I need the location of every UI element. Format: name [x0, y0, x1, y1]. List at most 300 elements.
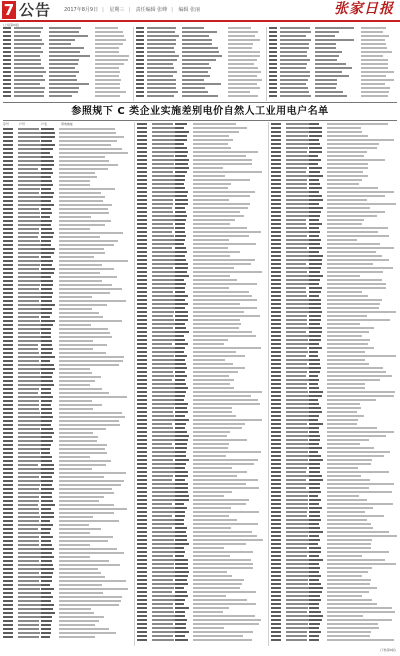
- header-address: 用电地址: [61, 122, 74, 126]
- table-row: [136, 91, 264, 94]
- table-row: [137, 539, 265, 542]
- table-header: [3, 122, 131, 127]
- table-row: [137, 579, 265, 582]
- table-row: [136, 43, 264, 46]
- table-row: [271, 279, 397, 282]
- table-row: [3, 460, 131, 463]
- table-row: [3, 588, 131, 591]
- table-row: [271, 347, 397, 350]
- table-row: [3, 192, 131, 195]
- table-row: [3, 320, 131, 323]
- table-row: [3, 140, 131, 143]
- table-row: [3, 596, 131, 599]
- table-row: [271, 435, 397, 438]
- table-row: [3, 300, 131, 303]
- table-row: [271, 187, 397, 190]
- table-row: [137, 223, 265, 226]
- table-row: [269, 87, 397, 90]
- table-row: [269, 39, 397, 42]
- issue-date: 2017年8月9日: [64, 7, 99, 13]
- table-row: [271, 215, 397, 218]
- table-row: [3, 388, 131, 391]
- list-headline: 参照规下 C 类企业实施差别电价自然人工业用电户名单: [71, 106, 329, 117]
- table-row: [3, 160, 131, 163]
- table-row: [3, 172, 131, 175]
- header-account: 户号: [19, 122, 26, 126]
- table-row: [271, 615, 397, 618]
- table-row: [271, 455, 397, 458]
- table-row: [271, 183, 397, 186]
- table-row: [137, 451, 265, 454]
- newspaper-logo: 张家日报: [334, 1, 394, 17]
- table-row: [3, 212, 131, 215]
- table-row: [3, 544, 131, 547]
- table-row: [137, 587, 265, 590]
- table-row: [137, 595, 265, 598]
- table-row: [137, 519, 265, 522]
- table-row: [137, 475, 265, 478]
- table-row: [3, 348, 131, 351]
- table-row: [3, 624, 131, 627]
- table-row: [137, 615, 265, 618]
- table-row: [271, 359, 397, 362]
- table-row: [137, 327, 265, 330]
- table-row: [3, 496, 131, 499]
- table-row: [136, 95, 264, 98]
- table-row: [137, 343, 265, 346]
- table-row: [136, 39, 264, 42]
- table-row: [271, 371, 397, 374]
- table-row: [3, 600, 131, 603]
- table-row: [3, 132, 131, 135]
- table-row: [137, 143, 265, 146]
- table-row: [3, 284, 131, 287]
- table-row: [137, 303, 265, 306]
- table-row: [3, 500, 131, 503]
- table-rows: [3, 128, 131, 640]
- table-row: [271, 131, 397, 134]
- table-row: [271, 423, 397, 426]
- table-row: [136, 55, 264, 58]
- table-row: [271, 223, 397, 226]
- table-row: [3, 156, 131, 159]
- table-row: [137, 395, 265, 398]
- table-row: [271, 475, 397, 478]
- table-row: [271, 551, 397, 554]
- table-row: [3, 236, 131, 239]
- table-row: [136, 27, 264, 30]
- table-row: [3, 372, 131, 375]
- table-row: [271, 139, 397, 142]
- table-row: [3, 184, 131, 187]
- table-row: [271, 419, 397, 422]
- table-row: [271, 171, 397, 174]
- table-row: [3, 47, 131, 50]
- table-row: [3, 75, 131, 78]
- table-row: [271, 439, 397, 442]
- table-row: [137, 447, 265, 450]
- table-row: [3, 456, 131, 459]
- table-row: [3, 428, 131, 431]
- table-row: [137, 219, 265, 222]
- table-row: [137, 607, 265, 610]
- table-row: [3, 516, 131, 519]
- table-row: [271, 483, 397, 486]
- table-row: [3, 412, 131, 415]
- table-row: [3, 204, 131, 207]
- table-row: [137, 175, 265, 178]
- table-row: [137, 523, 265, 526]
- table-row: [3, 616, 131, 619]
- table-row: [3, 268, 131, 271]
- table-row: [3, 632, 131, 635]
- table-row: [271, 459, 397, 462]
- table-row: [137, 383, 265, 386]
- table-row: [271, 507, 397, 510]
- table-row: [137, 623, 265, 626]
- table-column: [137, 122, 265, 646]
- table-row: [137, 319, 265, 322]
- table-row: [3, 356, 131, 359]
- table-row: [136, 63, 264, 66]
- table-row: [3, 35, 131, 38]
- table-row: [137, 295, 265, 298]
- table-row: [271, 603, 397, 606]
- table-row: [137, 515, 265, 518]
- table-row: [137, 291, 265, 294]
- table-row: [271, 195, 397, 198]
- table-row: [271, 583, 397, 586]
- table-row: [271, 495, 397, 498]
- table-row: [3, 504, 131, 507]
- table-row: [3, 628, 131, 631]
- table-row: [3, 436, 131, 439]
- table-row: [271, 591, 397, 594]
- table-row: [137, 323, 265, 326]
- designer-credit: 编辑 张丽: [178, 7, 201, 13]
- table-row: [271, 311, 397, 314]
- table-row: [271, 159, 397, 162]
- table-row: [271, 319, 397, 322]
- table-row: [3, 492, 131, 495]
- table-row: [137, 631, 265, 634]
- table-row: [137, 167, 265, 170]
- table-row: [271, 287, 397, 290]
- editor-credit: 责任编辑 张峰: [135, 7, 168, 13]
- continued-to-note: (下转第8版): [379, 648, 396, 652]
- table-row: [271, 547, 397, 550]
- table-row: [137, 427, 265, 430]
- table-row: [137, 147, 265, 150]
- table-row: [3, 71, 131, 74]
- table-row: [137, 367, 265, 370]
- table-row: [137, 611, 265, 614]
- table-row: [3, 364, 131, 367]
- table-row: [3, 636, 131, 639]
- table-row: [3, 560, 131, 563]
- table-row: [136, 87, 264, 90]
- table-row: [271, 375, 397, 378]
- table-row: [271, 231, 397, 234]
- table-row: [137, 263, 265, 266]
- table-row: [271, 351, 397, 354]
- continued-table-column: [136, 27, 264, 101]
- table-row: [3, 448, 131, 451]
- table-row: [137, 507, 265, 510]
- table-row: [271, 467, 397, 470]
- table-row: [271, 191, 397, 194]
- table-row: [271, 575, 397, 578]
- table-row: [137, 531, 265, 534]
- table-row: [3, 488, 131, 491]
- table-row: [269, 31, 397, 34]
- table-row: [271, 339, 397, 342]
- table-row: [137, 411, 265, 414]
- table-row: [137, 331, 265, 334]
- table-row: [271, 219, 397, 222]
- table-row: [3, 552, 131, 555]
- table-row: [3, 95, 131, 98]
- table-row: [271, 595, 397, 598]
- table-row: [137, 463, 265, 466]
- table-row: [269, 47, 397, 50]
- table-row: [271, 535, 397, 538]
- table-row: [136, 67, 264, 70]
- table-row: [136, 35, 264, 38]
- table-row: [137, 555, 265, 558]
- table-row: [3, 396, 131, 399]
- table-row: [3, 224, 131, 227]
- headline-divider: [3, 120, 397, 121]
- table-row: [137, 471, 265, 474]
- table-row: [271, 331, 397, 334]
- table-row: [137, 243, 265, 246]
- table-row: [3, 79, 131, 82]
- user-list-table: [3, 122, 397, 646]
- table-row: [271, 175, 397, 178]
- table-row: [271, 567, 397, 570]
- table-row: [137, 351, 265, 354]
- table-row: [137, 231, 265, 234]
- table-row: [3, 564, 131, 567]
- table-rows: [137, 123, 265, 643]
- table-row: [3, 352, 131, 355]
- table-row: [271, 627, 397, 630]
- table-row: [3, 472, 131, 475]
- table-row: [271, 411, 397, 414]
- table-row: [271, 471, 397, 474]
- table-row: [137, 487, 265, 490]
- table-row: [137, 335, 265, 338]
- table-row: [271, 343, 397, 346]
- table-row: [137, 183, 265, 186]
- table-row: [136, 47, 264, 50]
- table-row: [3, 91, 131, 94]
- table-row: [271, 491, 397, 494]
- table-row: [271, 431, 397, 434]
- table-row: [3, 556, 131, 559]
- table-row: [3, 484, 131, 487]
- table-row: [3, 520, 131, 523]
- table-row: [137, 403, 265, 406]
- table-row: [271, 599, 397, 602]
- table-row: [3, 228, 131, 231]
- table-row: [271, 163, 397, 166]
- table-row: [3, 444, 131, 447]
- table-row: [271, 563, 397, 566]
- table-row: [137, 499, 265, 502]
- table-row: [137, 431, 265, 434]
- table-row: [137, 191, 265, 194]
- table-row: [3, 392, 131, 395]
- table-row: [137, 619, 265, 622]
- table-row: [3, 568, 131, 571]
- table-row: [271, 211, 397, 214]
- table-row: [271, 367, 397, 370]
- table-row: [137, 131, 265, 134]
- table-row: [137, 179, 265, 182]
- table-row: [137, 415, 265, 418]
- table-row: [136, 59, 264, 62]
- table-row: [3, 220, 131, 223]
- table-row: [271, 427, 397, 430]
- continued-from-note: (上接第6版): [3, 23, 20, 27]
- table-row: [3, 39, 131, 42]
- table-row: [269, 51, 397, 54]
- table-row: [271, 227, 397, 230]
- table-row: [137, 127, 265, 130]
- table-row: [3, 612, 131, 615]
- table-row: [3, 328, 131, 331]
- table-row: [137, 379, 265, 382]
- table-row: [137, 559, 265, 562]
- table-row: [3, 532, 131, 535]
- table-row: [3, 420, 131, 423]
- table-row: [137, 359, 265, 362]
- table-row: [137, 203, 265, 206]
- table-row: [137, 135, 265, 138]
- table-row: [137, 299, 265, 302]
- table-row: [271, 587, 397, 590]
- table-row: [269, 27, 397, 30]
- table-row: [3, 292, 131, 295]
- table-row: [137, 439, 265, 442]
- table-row: [271, 387, 397, 390]
- table-row: [271, 555, 397, 558]
- header-name: 户名: [41, 122, 48, 126]
- table-row: [271, 291, 397, 294]
- table-row: [3, 508, 131, 511]
- table-row: [137, 187, 265, 190]
- table-row: [3, 404, 131, 407]
- table-row: [137, 255, 265, 258]
- table-row: [3, 308, 131, 311]
- table-row: [271, 543, 397, 546]
- table-row: [3, 528, 131, 531]
- table-row: [271, 167, 397, 170]
- table-row: [271, 299, 397, 302]
- table-row: [271, 539, 397, 542]
- table-row: [271, 127, 397, 130]
- table-row: [3, 536, 131, 539]
- table-row: [3, 440, 131, 443]
- table-row: [136, 79, 264, 82]
- table-row: [137, 399, 265, 402]
- table-row: [271, 623, 397, 626]
- table-row: [137, 123, 265, 126]
- table-row: [271, 259, 397, 262]
- table-row: [271, 135, 397, 138]
- table-row: [137, 495, 265, 498]
- table-row: [271, 391, 397, 394]
- table-row: [3, 476, 131, 479]
- table-row: [271, 443, 397, 446]
- table-row: [271, 307, 397, 310]
- table-row: [3, 360, 131, 363]
- table-row: [137, 375, 265, 378]
- table-row: [137, 627, 265, 630]
- table-row: [269, 59, 397, 62]
- table-row: [137, 155, 265, 158]
- table-row: [137, 543, 265, 546]
- table-row: [137, 315, 265, 318]
- table-row: [271, 243, 397, 246]
- table-row: [137, 407, 265, 410]
- table-row: [136, 83, 264, 86]
- continued-table-column: [269, 27, 397, 101]
- table-row: [271, 415, 397, 418]
- table-row: [3, 340, 131, 343]
- table-row: [3, 468, 131, 471]
- table-row: [137, 235, 265, 238]
- table-row: [3, 87, 131, 90]
- table-row: [269, 35, 397, 38]
- table-row: [269, 67, 397, 70]
- table-row: [137, 363, 265, 366]
- table-row: [271, 379, 397, 382]
- table-row: [137, 491, 265, 494]
- table-row: [3, 200, 131, 203]
- table-row: [3, 272, 131, 275]
- table-row: [271, 523, 397, 526]
- table-row: [3, 376, 131, 379]
- table-row: [137, 171, 265, 174]
- table-row: [3, 216, 131, 219]
- table-row: [3, 524, 131, 527]
- table-row: [137, 307, 265, 310]
- table-row: [271, 579, 397, 582]
- table-row: [3, 59, 131, 62]
- table-row: [137, 459, 265, 462]
- table-row: [137, 535, 265, 538]
- table-row: [271, 207, 397, 210]
- table-row: [3, 604, 131, 607]
- table-row: [3, 144, 131, 147]
- table-row: [137, 159, 265, 162]
- table-row: [137, 423, 265, 426]
- table-row: [271, 283, 397, 286]
- table-row: [271, 263, 397, 266]
- table-row: [271, 247, 397, 250]
- table-row: [137, 199, 265, 202]
- table-row: [271, 463, 397, 466]
- table-row: [271, 487, 397, 490]
- table-row: [137, 259, 265, 262]
- table-row: [137, 279, 265, 282]
- table-row: [271, 239, 397, 242]
- table-row: [3, 260, 131, 263]
- table-row: [3, 296, 131, 299]
